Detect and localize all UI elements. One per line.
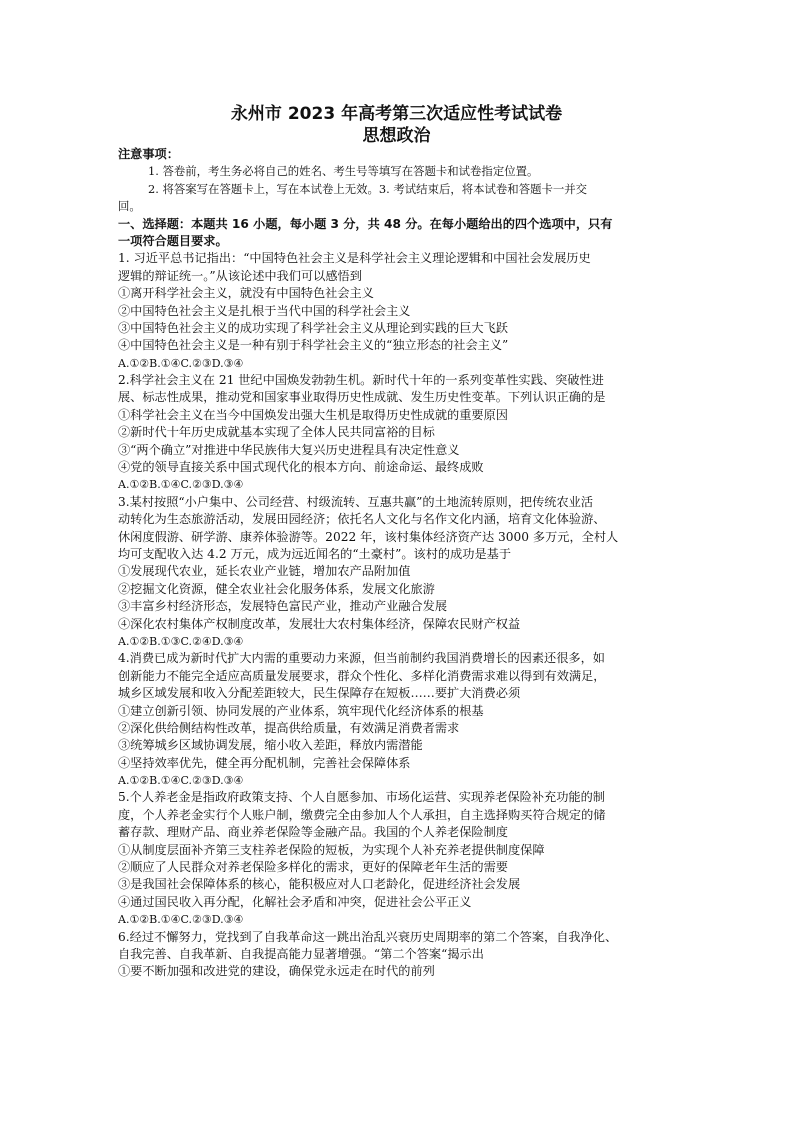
question-line: ③统筹城乡区域协调发展，缩小收入差距，释放内需潜能 bbox=[118, 738, 423, 753]
question-block bbox=[118, 789, 678, 928]
answer-options: A.①②B.①④C.②③D.③④ bbox=[118, 913, 244, 927]
question-line: ④坚持效率优先，健全再分配机制，完善社会保障体系 bbox=[118, 755, 411, 770]
answer-options: A.①②B.①④C.②③D.③④ bbox=[118, 478, 244, 492]
question-block bbox=[118, 372, 678, 494]
question-line: ①发展现代农业，延长农业产业链，增加农产品附加值 bbox=[118, 564, 411, 579]
question-stem: 1. 习近平总书记指出：“中国特色社会主义是科学社会主义理论逻辑和中国社会发展历史 bbox=[118, 251, 591, 266]
question-stem: 4.消费已成为新时代扩大内需的重要动力来源，但当前制约我国消费增长的因素还很多，如 bbox=[118, 651, 605, 666]
question-line: ④党的领导直接关系中国式现代化的根本方向、前途命运、最终成败 bbox=[118, 460, 484, 475]
notice-line-1: 1. 答卷前，考生务必将自己的姓名、考生号等填写在答题卡和试卷指定位置。 bbox=[148, 164, 539, 179]
question-block bbox=[118, 250, 678, 372]
question-line: 城乡区域发展和收入分配差距较大，民生保障存在短板……要扩大消费必须 bbox=[118, 686, 521, 701]
question-line: ③“两个确立”对推进中华民族伟大复兴历史进程具有决定性意义 bbox=[118, 442, 460, 457]
question-line: ②顺应了人民群众对养老保险多样化的需求，更好的保障老年生活的需要 bbox=[118, 860, 508, 875]
answer-options: A.①②B.①④C.②③D.③④ bbox=[118, 356, 244, 370]
question-line: 动转化为生态旅游活动，发展田园经济；依托名人文化与名作文化内涵，培育文化体验游、 bbox=[118, 512, 606, 527]
question-block bbox=[118, 650, 678, 789]
question-stem: 3.某村按照“小户集中、公司经营、村级流转、互惠共赢”的土地流转原则，把传统农业活 bbox=[118, 494, 594, 509]
question-line: 逻辑的辩证统一。”从该论述中我们可以感悟到 bbox=[118, 268, 362, 283]
question-stem: 5.个人养老金是指政府政策支持、个人自愿参加、市场化运营、实现养老保险补充功能的制 bbox=[118, 790, 605, 805]
question-line: ③是我国社会保障体系的核心，能积极应对人口老龄化，促进经济社会发展 bbox=[118, 877, 521, 892]
question-line: ①科学社会主义在当今中国焕发出强大生机是取得历史性成就的重要原因 bbox=[118, 407, 508, 422]
question-block bbox=[118, 929, 678, 981]
question-line: ②中国特色社会主义是扎根于当代中国的科学社会主义 bbox=[118, 303, 411, 318]
question-line: ④深化农村集体产权制度改革，发展壮大农村集体经济，保障农民财产权益 bbox=[118, 616, 521, 631]
section-heading-line-1: 一、选择题：本题共 16 小题，每小题 3 分，共 48 分。在每小题给出的四个选项中，只有 bbox=[118, 216, 613, 231]
section-heading-line-2: 一项符合题目要求。 bbox=[118, 233, 228, 248]
question-line: ①要不断加强和改进党的建设，确保党永远走在时代的前列 bbox=[118, 964, 435, 979]
exam-title: 永州市 2023 年高考第三次适应性考试试卷 bbox=[230, 104, 563, 124]
question-line: ①离开科学社会主义，就没有中国特色社会主义 bbox=[118, 286, 374, 301]
question-list bbox=[118, 250, 678, 980]
question-line: 自我完善、自我革新、自我提高能力显著增强。“第二个答案“揭示出 bbox=[118, 946, 484, 961]
question-line: 展、标志性成果，推动党和国家事业取得历史性成就、发生历史性变革。下列认识正确的是 bbox=[118, 390, 606, 405]
question-line: ④通过国民收入再分配，化解社会矛盾和冲突，促进社会公平正义 bbox=[118, 894, 472, 909]
question-line: ②新时代十年历史成就基本实现了全体人民共同富裕的目标 bbox=[118, 425, 435, 440]
question-line: ④中国特色社会主义是一种有别于科学社会主义的“独立形态的社会主义” bbox=[118, 338, 509, 353]
notice-line-3: 回。 bbox=[118, 199, 141, 214]
notice-line-2: 2. 将答案写在答题卡上，写在本试卷上无效。3. 考试结束后，将本试卷和答题卡一并交 bbox=[148, 181, 588, 196]
question-line: 蓄存款、理财产品、商业养老保险等金融产品。我国的个人养老保险制度 bbox=[118, 825, 508, 840]
question-block bbox=[118, 494, 678, 651]
question-line: ③丰富乡村经济形态，发展特色富民产业，推动产业融合发展 bbox=[118, 599, 448, 614]
question-line: ①从制度层面补齐第三支柱养老保险的短板，为实现个人补充养老提供制度保障 bbox=[118, 842, 545, 857]
question-line: 创新能力不能完全适应高质量发展要求，群众个性化、多样化消费需求难以得到有效满足， bbox=[118, 668, 606, 683]
exam-body bbox=[118, 146, 678, 981]
question-line: 度，个人养老金实行个人账户制，缴费完全由参加人个人承担，自主选择购买符合规定的储 bbox=[118, 807, 606, 822]
question-line: ②深化供给侧结构性改革，提高供给质量，有效满足消费者需求 bbox=[118, 720, 460, 735]
question-line: 均可支配收入达 4.2 万元，成为远近闻名的“土豪村”。该村的成功是基于 bbox=[118, 546, 512, 561]
question-line: ③中国特色社会主义的成功实现了科学社会主义从理论到实践的巨大飞跃 bbox=[118, 320, 508, 335]
question-line: ②挖掘文化资源，健全农业社会化服务体系，发展文化旅游 bbox=[118, 581, 435, 596]
question-line: ①建立创新引领、协同发展的产业体系，筑牢现代化经济体系的根基 bbox=[118, 703, 484, 718]
question-stem: 6.经过不懈努力，党找到了自我革命这一跳出治乱兴衰历史周期率的第二个答案，自我净化、 bbox=[118, 929, 618, 944]
question-stem: 2.科学社会主义在 21 世纪中国焕发勃勃生机。新时代十年的一系列变革性实践、突破性进 bbox=[118, 373, 604, 388]
answer-options: A.①②B.①③C.②④D.③④ bbox=[118, 634, 244, 648]
answer-options: A.①②B.①④C.②③D.③④ bbox=[118, 774, 244, 788]
notice-heading: 注意事项： bbox=[118, 147, 179, 161]
exam-subject: 思想政治 bbox=[362, 126, 431, 146]
question-line: 休闲度假游、研学游、康养体验游等。2022 年，该村集体经济资产达 3000 多万元，全村人 bbox=[118, 529, 619, 544]
